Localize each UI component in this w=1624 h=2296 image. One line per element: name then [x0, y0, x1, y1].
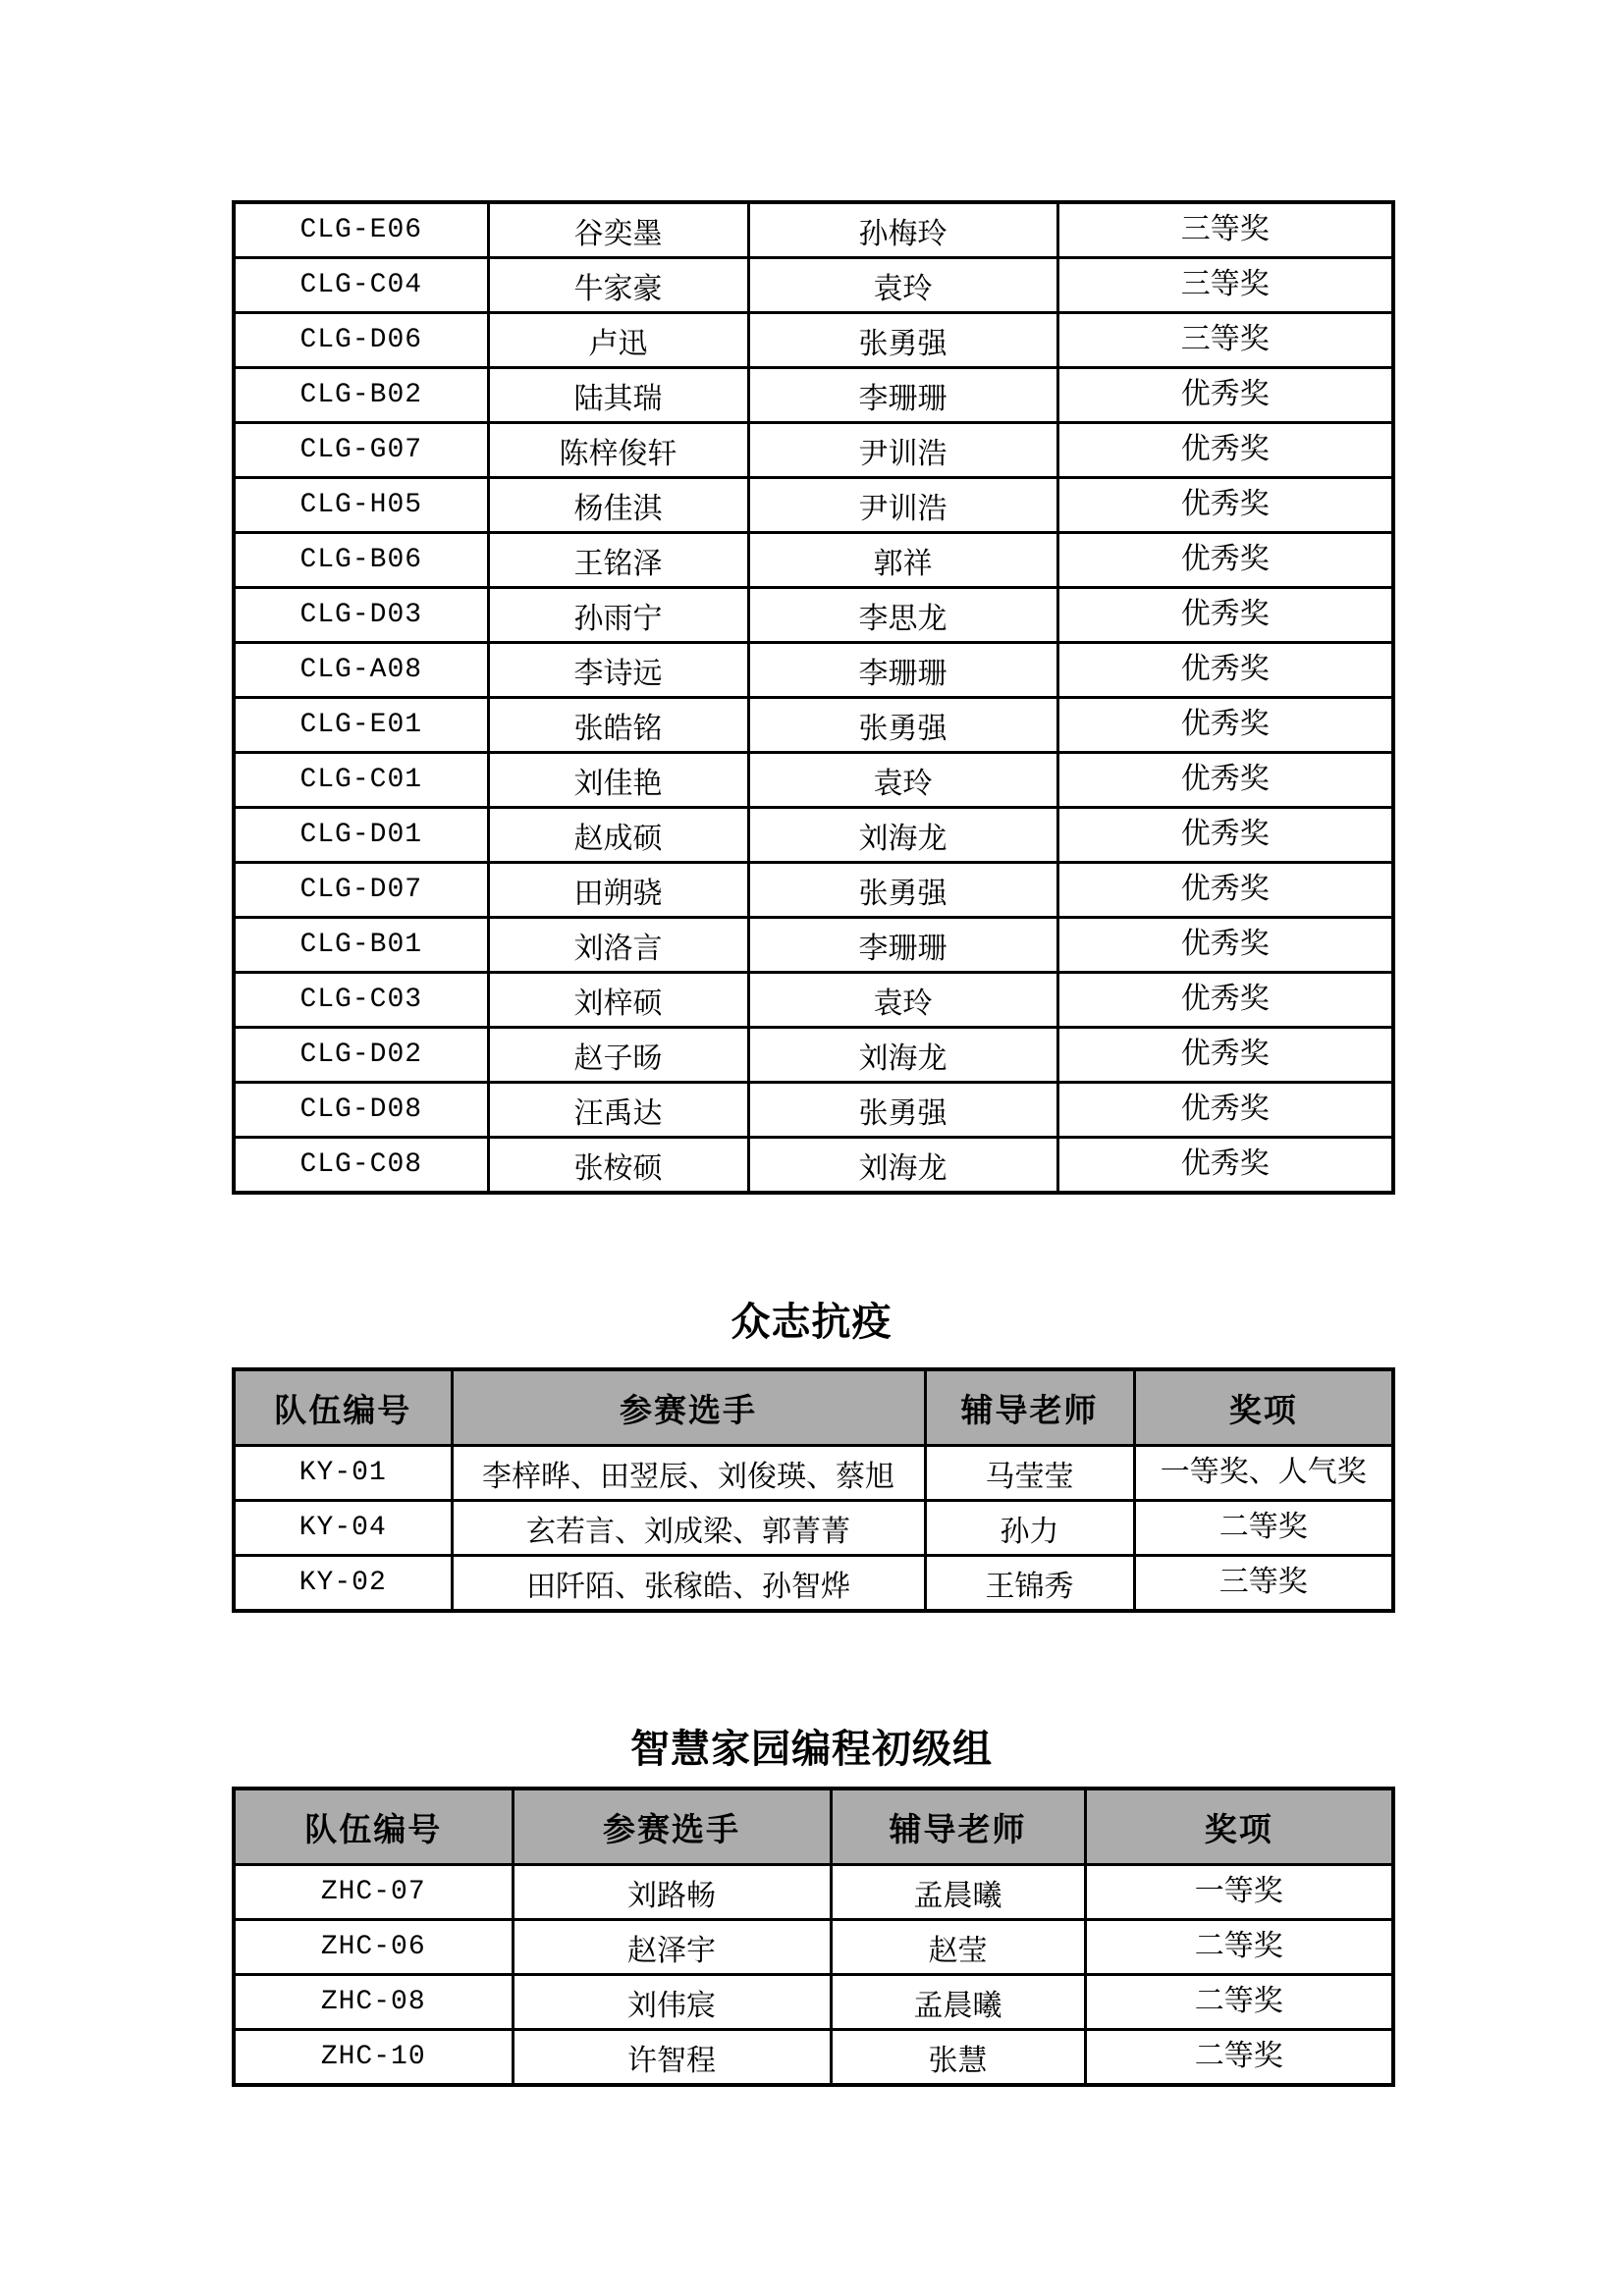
table-row [234, 1920, 1393, 1975]
cell-player: 王铭泽 [488, 533, 748, 588]
header-cell: 奖项 [1085, 1789, 1393, 1865]
header-cell: 奖项 [1134, 1369, 1393, 1446]
award-text: 优秀奖 [1180, 432, 1270, 465]
award-text: 一等奖 [1194, 1874, 1283, 1907]
table-row [234, 423, 1393, 478]
cell-team-code: CLG-E06 [234, 202, 488, 258]
cell-award [1057, 1083, 1393, 1138]
cell-player: 李诗远 [488, 643, 748, 698]
cell-player: 赵成硕 [488, 808, 748, 863]
cell-teacher: 尹训浩 [748, 478, 1057, 533]
cell-teacher: 李珊珊 [748, 918, 1057, 973]
table-row [234, 533, 1393, 588]
cell-team-code: CLG-D02 [234, 1028, 488, 1083]
cell-award [1057, 698, 1393, 753]
cell-teacher: 郭祥 [748, 533, 1057, 588]
award-text: 优秀奖 [1180, 927, 1270, 960]
award-text: 三等奖 [1180, 267, 1270, 300]
cell-teacher: 刘海龙 [748, 1138, 1057, 1194]
cell-player: 田朔骁 [488, 863, 748, 918]
cell-teacher: 孟晨曦 [831, 1975, 1085, 2030]
award-text: 优秀奖 [1180, 377, 1270, 410]
cell-player: 刘洛言 [488, 918, 748, 973]
cell-award [1057, 202, 1393, 258]
award-text: 优秀奖 [1180, 872, 1270, 905]
cell-award [1057, 478, 1393, 533]
cell-team-code: ZHC-08 [234, 1975, 513, 2030]
cell-teacher: 刘海龙 [748, 808, 1057, 863]
cell-award [1057, 258, 1393, 313]
cell-player: 汪禹达 [488, 1083, 748, 1138]
table-row [234, 1975, 1393, 2030]
cell-player: 孙雨宁 [488, 588, 748, 643]
cell-team-code: CLG-D01 [234, 808, 488, 863]
award-text: 一等奖、人气奖 [1160, 1455, 1367, 1488]
cell-player: 田阡陌、张稼皓、孙智烨 [452, 1556, 925, 1612]
table-row [234, 1556, 1393, 1612]
cell-team-code: ZHC-07 [234, 1865, 513, 1920]
table-row [234, 258, 1393, 313]
results-table-zhc [232, 1787, 1395, 2087]
table-row [234, 478, 1393, 533]
cell-award [1134, 1501, 1393, 1556]
cell-award [1057, 643, 1393, 698]
cell-teacher: 李珊珊 [748, 643, 1057, 698]
table-row [234, 588, 1393, 643]
cell-award [1057, 753, 1393, 808]
section-title-zhongzhi-kangyi: 众志抗疫 [731, 1301, 893, 1344]
cell-team-code: CLG-C01 [234, 753, 488, 808]
award-text: 优秀奖 [1180, 652, 1270, 685]
table-row [234, 1138, 1393, 1194]
award-text: 优秀奖 [1180, 1147, 1270, 1180]
cell-teacher: 刘海龙 [748, 1028, 1057, 1083]
table-row [234, 368, 1393, 423]
cell-teacher: 张勇强 [748, 863, 1057, 918]
cell-award [1057, 313, 1393, 368]
cell-teacher: 孙梅玲 [748, 202, 1057, 258]
table-row [234, 698, 1393, 753]
cell-award [1057, 588, 1393, 643]
cell-award [1057, 808, 1393, 863]
award-text: 优秀奖 [1180, 707, 1270, 740]
cell-teacher: 孙力 [925, 1501, 1134, 1556]
cell-award [1057, 423, 1393, 478]
cell-team-code: CLG-C03 [234, 973, 488, 1028]
cell-teacher: 张勇强 [748, 698, 1057, 753]
cell-player: 谷奕墨 [488, 202, 748, 258]
cell-teacher: 张慧 [831, 2030, 1085, 2086]
header-cell: 参赛选手 [452, 1369, 925, 1446]
cell-player: 许智程 [513, 2030, 831, 2086]
cell-award [1057, 368, 1393, 423]
award-text: 优秀奖 [1180, 542, 1270, 575]
award-text: 优秀奖 [1180, 597, 1270, 630]
cell-team-code: CLG-D06 [234, 313, 488, 368]
cell-award [1134, 1446, 1393, 1501]
cell-player: 刘佳艳 [488, 753, 748, 808]
award-text: 二等奖 [1194, 2039, 1283, 2072]
cell-teacher: 张勇强 [748, 313, 1057, 368]
cell-team-code: CLG-G07 [234, 423, 488, 478]
cell-player: 刘路畅 [513, 1865, 831, 1920]
cell-team-code: CLG-A08 [234, 643, 488, 698]
cell-player: 张皓铭 [488, 698, 748, 753]
cell-player: 卢迅 [488, 313, 748, 368]
header-cell: 队伍编号 [234, 1369, 452, 1446]
cell-team-code: KY-04 [234, 1501, 452, 1556]
cell-teacher: 李思龙 [748, 588, 1057, 643]
table-row [234, 1501, 1393, 1556]
cell-team-code: CLG-B06 [234, 533, 488, 588]
cell-team-code: CLG-C04 [234, 258, 488, 313]
cell-team-code: CLG-B01 [234, 918, 488, 973]
cell-teacher: 王锦秀 [925, 1556, 1134, 1612]
results-table-ky [232, 1367, 1395, 1613]
cell-team-code: ZHC-06 [234, 1920, 513, 1975]
cell-player: 陆其瑞 [488, 368, 748, 423]
cell-player: 李梓晔、田翌辰、刘俊瑛、蔡旭 [452, 1446, 925, 1501]
header-row [234, 1369, 1393, 1446]
cell-award [1057, 918, 1393, 973]
cell-award [1057, 973, 1393, 1028]
cell-award [1057, 533, 1393, 588]
table-row [234, 1446, 1393, 1501]
header-row [234, 1789, 1393, 1865]
cell-teacher: 张勇强 [748, 1083, 1057, 1138]
table-row [234, 313, 1393, 368]
table-row [234, 2030, 1393, 2086]
award-text: 优秀奖 [1180, 1037, 1270, 1070]
cell-award [1085, 1865, 1393, 1920]
cell-teacher: 袁玲 [748, 258, 1057, 313]
cell-player: 牛家豪 [488, 258, 748, 313]
cell-team-code: CLG-E01 [234, 698, 488, 753]
cell-teacher: 袁玲 [748, 753, 1057, 808]
section-title-zhihui-jiayuan: 智慧家园编程初级组 [630, 1728, 993, 1771]
cell-award [1134, 1556, 1393, 1612]
cell-teacher: 马莹莹 [925, 1446, 1134, 1501]
award-text: 优秀奖 [1180, 487, 1270, 520]
table-row [234, 1865, 1393, 1920]
results-table-clg [232, 200, 1395, 1195]
cell-award [1085, 2030, 1393, 2086]
cell-team-code: CLG-D07 [234, 863, 488, 918]
cell-teacher: 孟晨曦 [831, 1865, 1085, 1920]
cell-team-code: CLG-H05 [234, 478, 488, 533]
cell-player: 刘梓硕 [488, 973, 748, 1028]
cell-player: 杨佳淇 [488, 478, 748, 533]
table-row [234, 1028, 1393, 1083]
header-cell: 辅导老师 [925, 1369, 1134, 1446]
table-row [234, 918, 1393, 973]
cell-award [1057, 1028, 1393, 1083]
cell-player: 张桉硕 [488, 1138, 748, 1194]
cell-award [1057, 1138, 1393, 1194]
award-text: 二等奖 [1194, 1929, 1283, 1962]
cell-team-code: CLG-B02 [234, 368, 488, 423]
table-row [234, 643, 1393, 698]
cell-player: 赵泽宇 [513, 1920, 831, 1975]
cell-teacher: 李珊珊 [748, 368, 1057, 423]
table-row [234, 1083, 1393, 1138]
table-row [234, 808, 1393, 863]
cell-team-code: CLG-D08 [234, 1083, 488, 1138]
cell-teacher: 赵莹 [831, 1920, 1085, 1975]
cell-teacher: 袁玲 [748, 973, 1057, 1028]
cell-player: 玄若言、刘成梁、郭菁菁 [452, 1501, 925, 1556]
award-text: 优秀奖 [1180, 762, 1270, 795]
table-row [234, 973, 1393, 1028]
award-text: 优秀奖 [1180, 982, 1270, 1015]
cell-teacher: 尹训浩 [748, 423, 1057, 478]
header-cell: 参赛选手 [513, 1789, 831, 1865]
award-text: 二等奖 [1218, 1510, 1308, 1543]
cell-player: 刘伟宸 [513, 1975, 831, 2030]
cell-player: 陈梓俊轩 [488, 423, 748, 478]
award-text: 优秀奖 [1180, 817, 1270, 850]
cell-award [1085, 1975, 1393, 2030]
award-text: 二等奖 [1194, 1984, 1283, 2017]
table-row [234, 863, 1393, 918]
table-row [234, 202, 1393, 258]
cell-team-code: KY-02 [234, 1556, 452, 1612]
award-text: 三等奖 [1180, 322, 1270, 355]
table-row [234, 753, 1393, 808]
award-text: 三等奖 [1218, 1565, 1308, 1598]
award-text: 三等奖 [1180, 212, 1270, 245]
cell-award [1085, 1920, 1393, 1975]
cell-team-code: ZHC-10 [234, 2030, 513, 2086]
cell-player: 赵子旸 [488, 1028, 748, 1083]
cell-team-code: KY-01 [234, 1446, 452, 1501]
header-cell: 队伍编号 [234, 1789, 513, 1865]
award-text: 优秀奖 [1180, 1092, 1270, 1125]
cell-team-code: CLG-D03 [234, 588, 488, 643]
cell-award [1057, 863, 1393, 918]
cell-team-code: CLG-C08 [234, 1138, 488, 1194]
header-cell: 辅导老师 [831, 1789, 1085, 1865]
